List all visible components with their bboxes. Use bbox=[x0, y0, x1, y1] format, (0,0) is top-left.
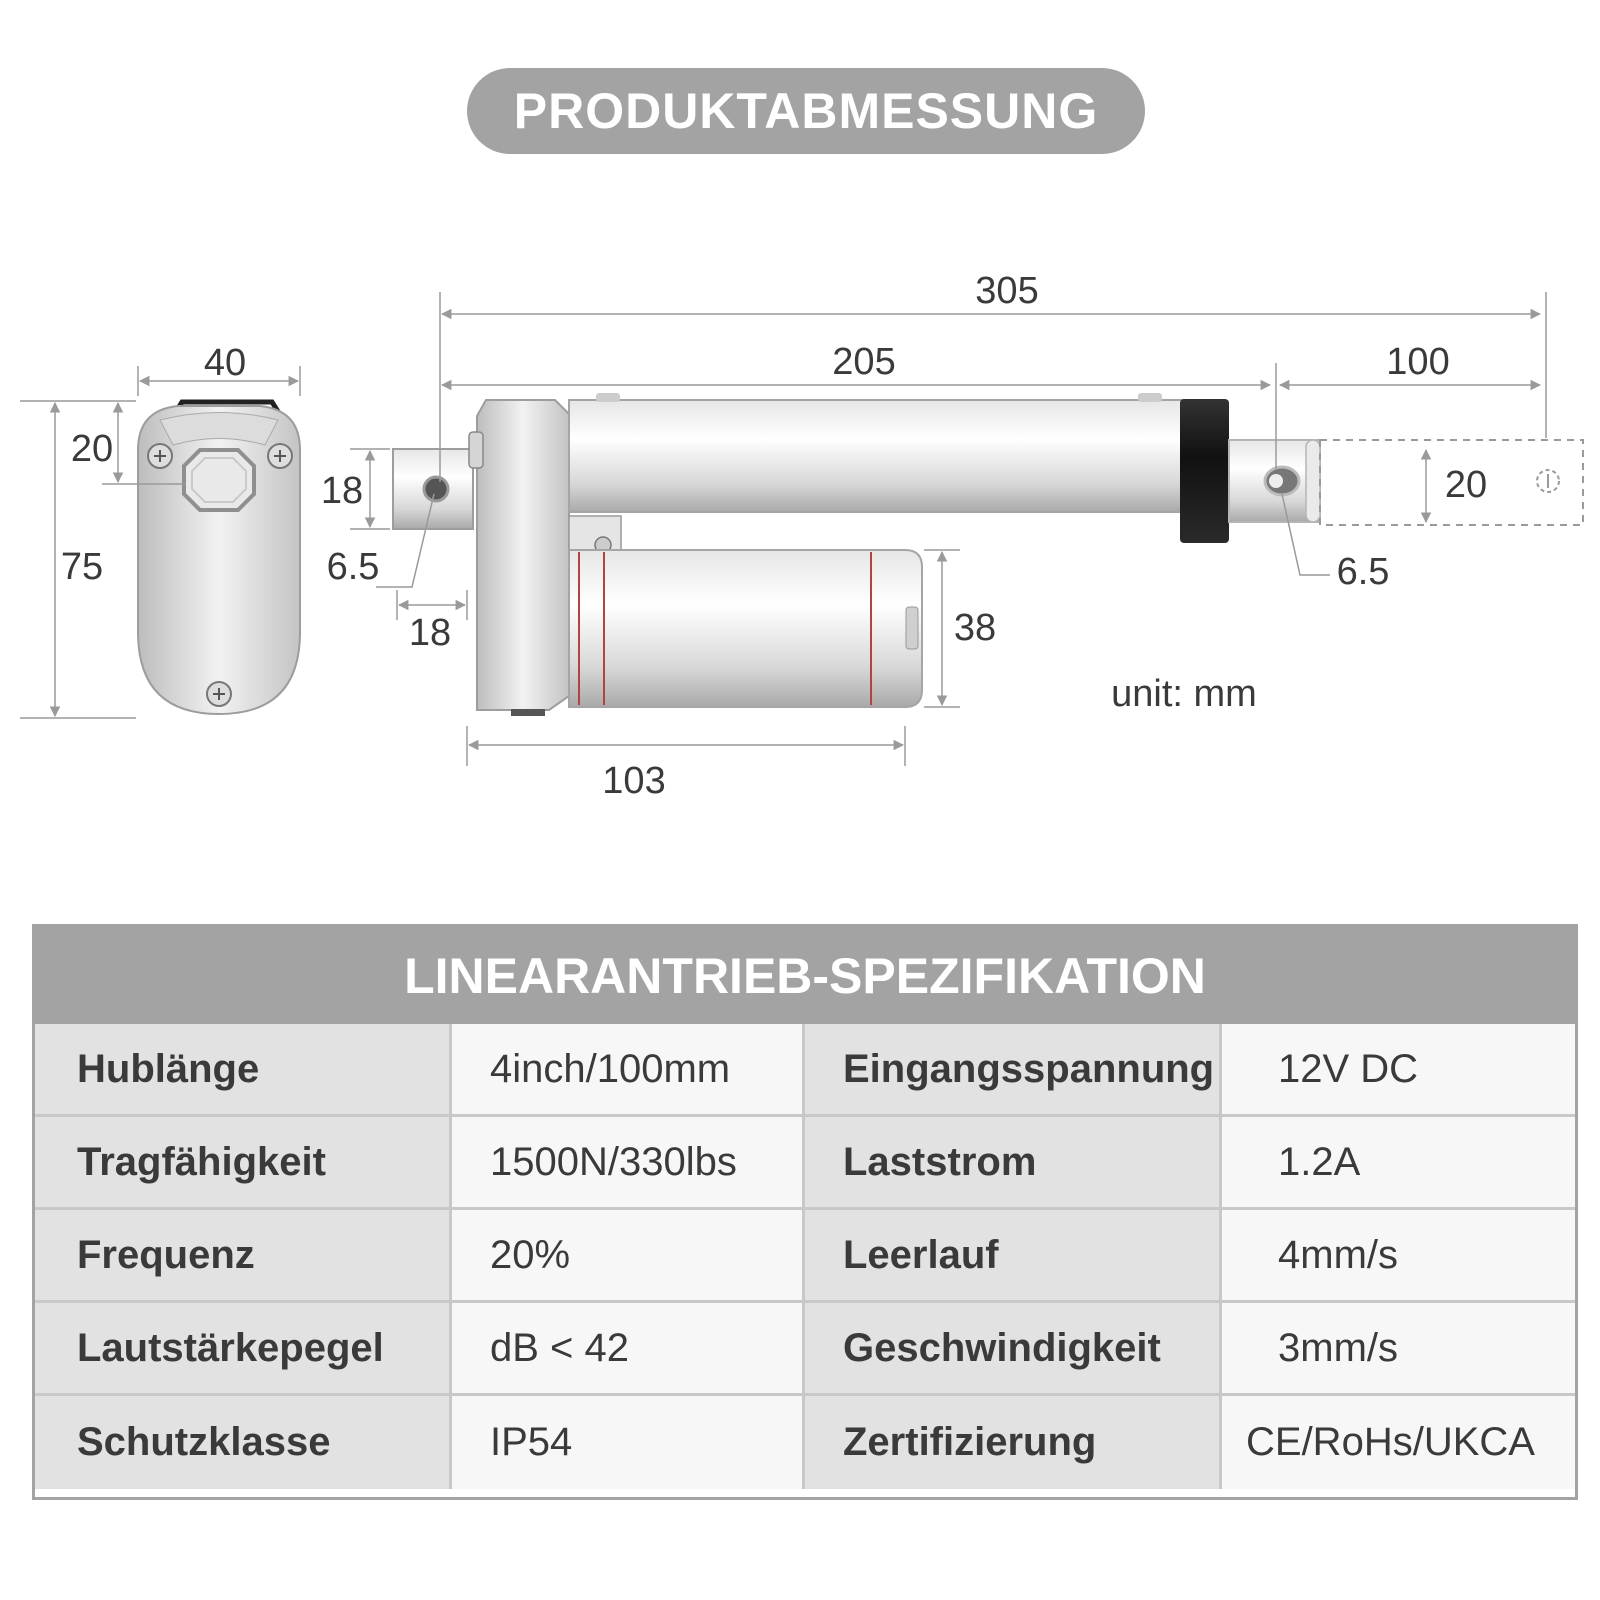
dim-front-height: 75 bbox=[60, 546, 104, 588]
spec-label: Geschwindigkeit bbox=[805, 1303, 1222, 1396]
screw-icon bbox=[207, 682, 231, 706]
spec-value: 20% bbox=[452, 1210, 805, 1303]
dim-retracted-length: 205 bbox=[832, 341, 896, 383]
spec-table bbox=[32, 924, 1578, 1500]
dim-rod-hole: 6.5 bbox=[1336, 551, 1390, 593]
spec-label: Lautstärkepegel bbox=[35, 1303, 452, 1396]
end-cap bbox=[1180, 399, 1229, 543]
spec-label: Hublänge bbox=[35, 1024, 452, 1117]
screw-icon bbox=[268, 444, 292, 468]
outer-tube bbox=[569, 400, 1189, 512]
spec-label: Eingangsspannung bbox=[805, 1024, 1222, 1117]
dim-front-width: 40 bbox=[203, 342, 247, 384]
rear-mount-hole bbox=[424, 477, 448, 501]
dim-motor-diameter: 38 bbox=[953, 607, 997, 649]
spec-title-text: LINEARANTRIEB-SPEZIFIKATION bbox=[404, 947, 1206, 1004]
spec-label: Schutzklasse bbox=[35, 1396, 452, 1489]
spec-value: 4inch/100mm bbox=[452, 1024, 805, 1117]
spec-value: CE/RoHs/UKCA bbox=[1222, 1396, 1575, 1489]
spec-label: Leerlauf bbox=[805, 1210, 1222, 1303]
dim-rear-mount-length: 18 bbox=[408, 612, 452, 654]
dim-total-length: 305 bbox=[975, 270, 1039, 312]
dim-rod-height: 20 bbox=[1444, 464, 1488, 506]
screw-icon bbox=[148, 444, 172, 468]
spec-value: 4mm/s bbox=[1222, 1210, 1575, 1303]
dim-stroke: 100 bbox=[1386, 341, 1450, 383]
front-view bbox=[102, 402, 300, 714]
spec-value: 3mm/s bbox=[1222, 1303, 1575, 1396]
spec-grid bbox=[35, 1024, 1575, 1396]
spec-label: Frequenz bbox=[35, 1210, 452, 1303]
spec-table-title bbox=[35, 927, 1575, 1024]
spec-label: Tragfähigkeit bbox=[35, 1117, 452, 1210]
spec-value: dB < 42 bbox=[452, 1303, 805, 1396]
spec-value: 12V DC bbox=[1222, 1024, 1575, 1117]
dim-motor-length: 103 bbox=[602, 760, 666, 802]
dim-front-top: 20 bbox=[70, 428, 114, 470]
unit-label: unit: mm bbox=[1111, 673, 1257, 715]
page-title: PRODUKTABMESSUNG bbox=[513, 83, 1099, 139]
spec-grid-last-row bbox=[35, 1396, 1575, 1489]
motor bbox=[569, 550, 922, 707]
spec-label: Zertifizierung bbox=[805, 1396, 1222, 1489]
dim-rear-mount-height: 18 bbox=[320, 470, 364, 512]
side-view bbox=[393, 393, 1583, 716]
spec-label: Laststrom bbox=[805, 1117, 1222, 1210]
gearbox-housing bbox=[477, 400, 569, 710]
spec-value: 1.2A bbox=[1222, 1117, 1575, 1210]
spec-value: 1500N/330lbs bbox=[452, 1117, 805, 1210]
spec-value: IP54 bbox=[452, 1396, 805, 1489]
dim-rear-hole: 6.5 bbox=[326, 546, 380, 588]
